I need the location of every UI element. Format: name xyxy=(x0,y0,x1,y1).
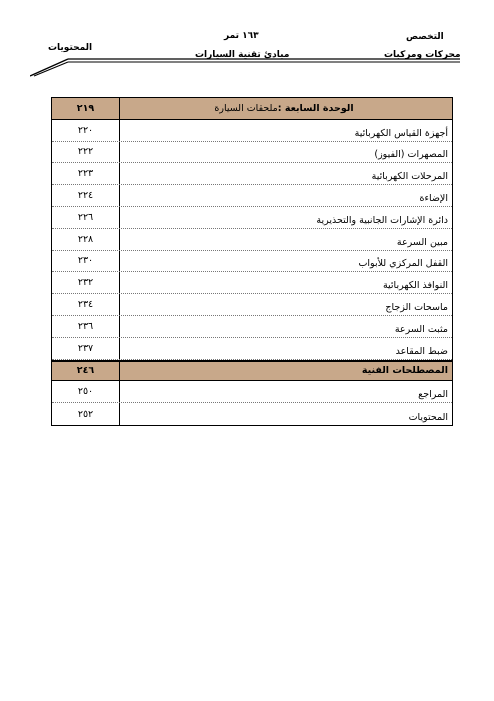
toc-row[interactable] xyxy=(52,229,452,251)
toc-entry-title: مبين السرعة xyxy=(396,236,448,248)
toc-section-row[interactable] xyxy=(52,98,452,120)
toc-row[interactable] xyxy=(52,316,452,338)
toc-row[interactable] xyxy=(52,272,452,294)
toc-row[interactable] xyxy=(52,338,452,360)
toc-entry-title: المراجع xyxy=(418,389,448,401)
toc-glossary-title: المصطلحات الفنية xyxy=(361,365,448,377)
toc-row[interactable] xyxy=(52,251,452,273)
toc-row[interactable] xyxy=(52,163,452,185)
toc-section-name: ملحقات السيارة xyxy=(214,102,278,114)
toc-table xyxy=(51,97,453,426)
toc-entry-page: ٢٢٦ xyxy=(52,207,120,228)
toc-entry-page: ٢٥٢ xyxy=(52,403,120,425)
header-course-code: ١٦٣ تمر xyxy=(224,31,259,41)
toc-entry-title: القفل المركزي للأبواب xyxy=(358,258,448,270)
toc-row[interactable] xyxy=(52,294,452,316)
toc-row[interactable] xyxy=(52,185,452,207)
toc-entry-title: النوافذ الكهربائية xyxy=(382,280,448,292)
toc-entry-page: ٢٢٨ xyxy=(52,229,120,250)
toc-entry-title: أجهزة القياس الكهربائية xyxy=(354,127,448,139)
toc-entry-page: ٢٣٠ xyxy=(52,251,120,272)
toc-entry-title: ضبط المقاعد xyxy=(395,345,448,357)
header-specialization: التخصص xyxy=(406,32,444,42)
toc-entry-title: المصهرات (الفيوز) xyxy=(374,149,448,161)
toc-glossary-row[interactable] xyxy=(52,360,452,382)
header-course-name: مبادئ تقنية السيارات xyxy=(195,50,290,60)
toc-entry-page: ٢٣٧ xyxy=(52,338,120,359)
toc-entry-page: ٢٣٤ xyxy=(52,294,120,315)
toc-entry-page: ٢٢٢ xyxy=(52,142,120,163)
toc-row[interactable] xyxy=(52,403,452,425)
toc-entry-page: ٢٥٠ xyxy=(52,381,120,402)
toc-entry-title: مثبت السرعة xyxy=(394,323,448,335)
toc-section-unit: الوحدة السابعة : xyxy=(277,102,354,114)
toc-entry-title: الإضاءة xyxy=(419,192,448,204)
toc-entry-page: ٢٢٣ xyxy=(52,163,120,184)
toc-entry-page: ٢٣٢ xyxy=(52,272,120,293)
toc-section-page: ٢١٩ xyxy=(52,98,120,119)
toc-entry-page: ٢٣٦ xyxy=(52,316,120,337)
toc-row[interactable] xyxy=(52,381,452,403)
toc-glossary-page: ٢٤٦ xyxy=(52,362,120,381)
toc-entry-page: ٢٢٠ xyxy=(52,120,120,141)
toc-entry-title: المحتويات xyxy=(408,411,448,423)
toc-section-title xyxy=(120,98,452,119)
header-track: محركات ومركبات xyxy=(384,50,461,60)
header-rule xyxy=(30,56,460,78)
toc-entry-title: المرحلات الكهربائية xyxy=(371,171,448,183)
toc-row[interactable] xyxy=(52,120,452,142)
header-toc-label: المحتويات xyxy=(48,43,93,53)
toc-entry-page: ٢٢٤ xyxy=(52,185,120,206)
toc-row[interactable] xyxy=(52,207,452,229)
toc-entry-title: دائرة الإشارات الجانبية والتحذيرية xyxy=(316,214,448,226)
toc-entry-title: ماسحات الزجاج xyxy=(385,301,448,313)
toc-row[interactable] xyxy=(52,142,452,164)
